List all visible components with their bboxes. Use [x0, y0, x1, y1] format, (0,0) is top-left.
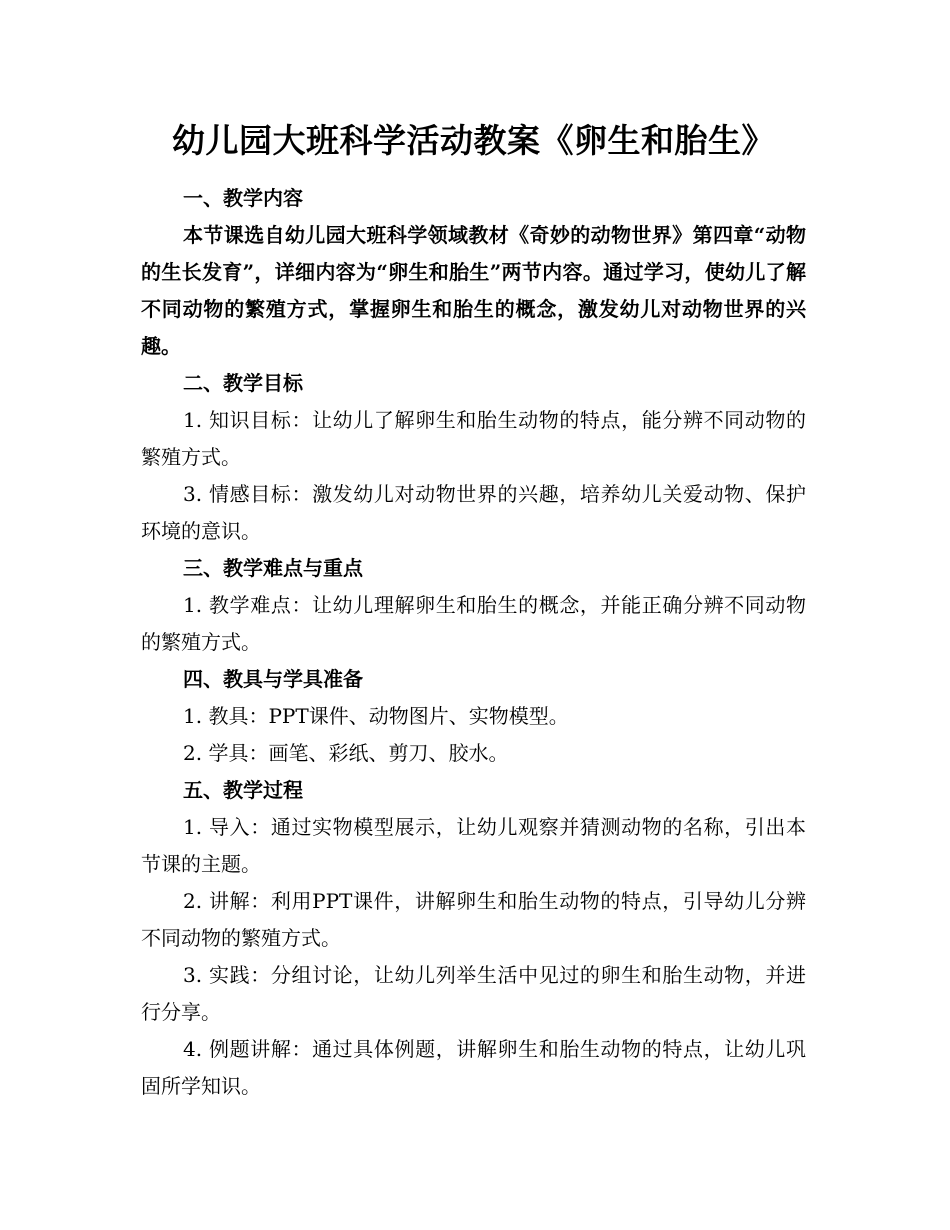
paragraph: 1. 知识目标：让幼儿了解卵生和胎生动物的特点，能分辨不同动物的繁殖方式。	[141, 408, 806, 469]
paragraph: 3. 实践：分组讨论，让幼儿列举生活中见过的卵生和胎生动物，并进行分享。	[141, 963, 806, 1024]
paragraph: 3. 情感目标：激发幼儿对动物世界的兴趣，培养幼儿关爱动物、保护环境的意识。	[141, 482, 806, 543]
paragraph: 2. 讲解：利用PPT课件，讲解卵生和胎生动物的特点，引导幼儿分辨不同动物的繁殖方式。	[141, 889, 806, 950]
section-heading: 一、教学内容	[183, 186, 303, 210]
document-title: 幼儿园大班科学活动教案《卵生和胎生》	[172, 121, 775, 160]
section-teaching-goals	[141, 365, 806, 550]
section-teaching-process	[141, 772, 806, 1105]
paragraph: 4. 例题讲解：通过具体例题，讲解卵生和胎生动物的特点，让幼儿巩固所学知识。	[141, 1037, 806, 1098]
paragraph: 1. 教具：PPT课件、动物图片、实物模型。	[183, 704, 569, 728]
section-teaching-content	[141, 180, 806, 365]
paragraph: 1. 导入：通过实物模型展示，让幼儿观察并猜测动物的名称，引出本节课的主题。	[141, 815, 806, 876]
section-heading: 三、教学难点与重点	[183, 556, 363, 580]
section-teaching-materials	[141, 661, 806, 772]
section-heading: 五、教学过程	[183, 778, 303, 802]
section-difficulties-and-focus	[141, 550, 806, 661]
paragraph: 本节课选自幼儿园大班科学领域教材《奇妙的动物世界》第四章“动物的生长发育”，详细内容为“卵生和胎生”两节内容。通过学习，使幼儿了解不同动物的繁殖方式，掌握卵生和胎生的概念，激发幼儿对动物世界的兴趣。	[141, 223, 806, 358]
paragraph: 2. 学具：画笔、彩纸、剪刀、胶水。	[183, 741, 509, 765]
paragraph: 1. 教学难点：让幼儿理解卵生和胎生的概念，并能正确分辨不同动物的繁殖方式。	[141, 593, 806, 654]
section-heading: 二、教学目标	[183, 371, 303, 395]
section-heading: 四、教具与学具准备	[183, 667, 363, 691]
